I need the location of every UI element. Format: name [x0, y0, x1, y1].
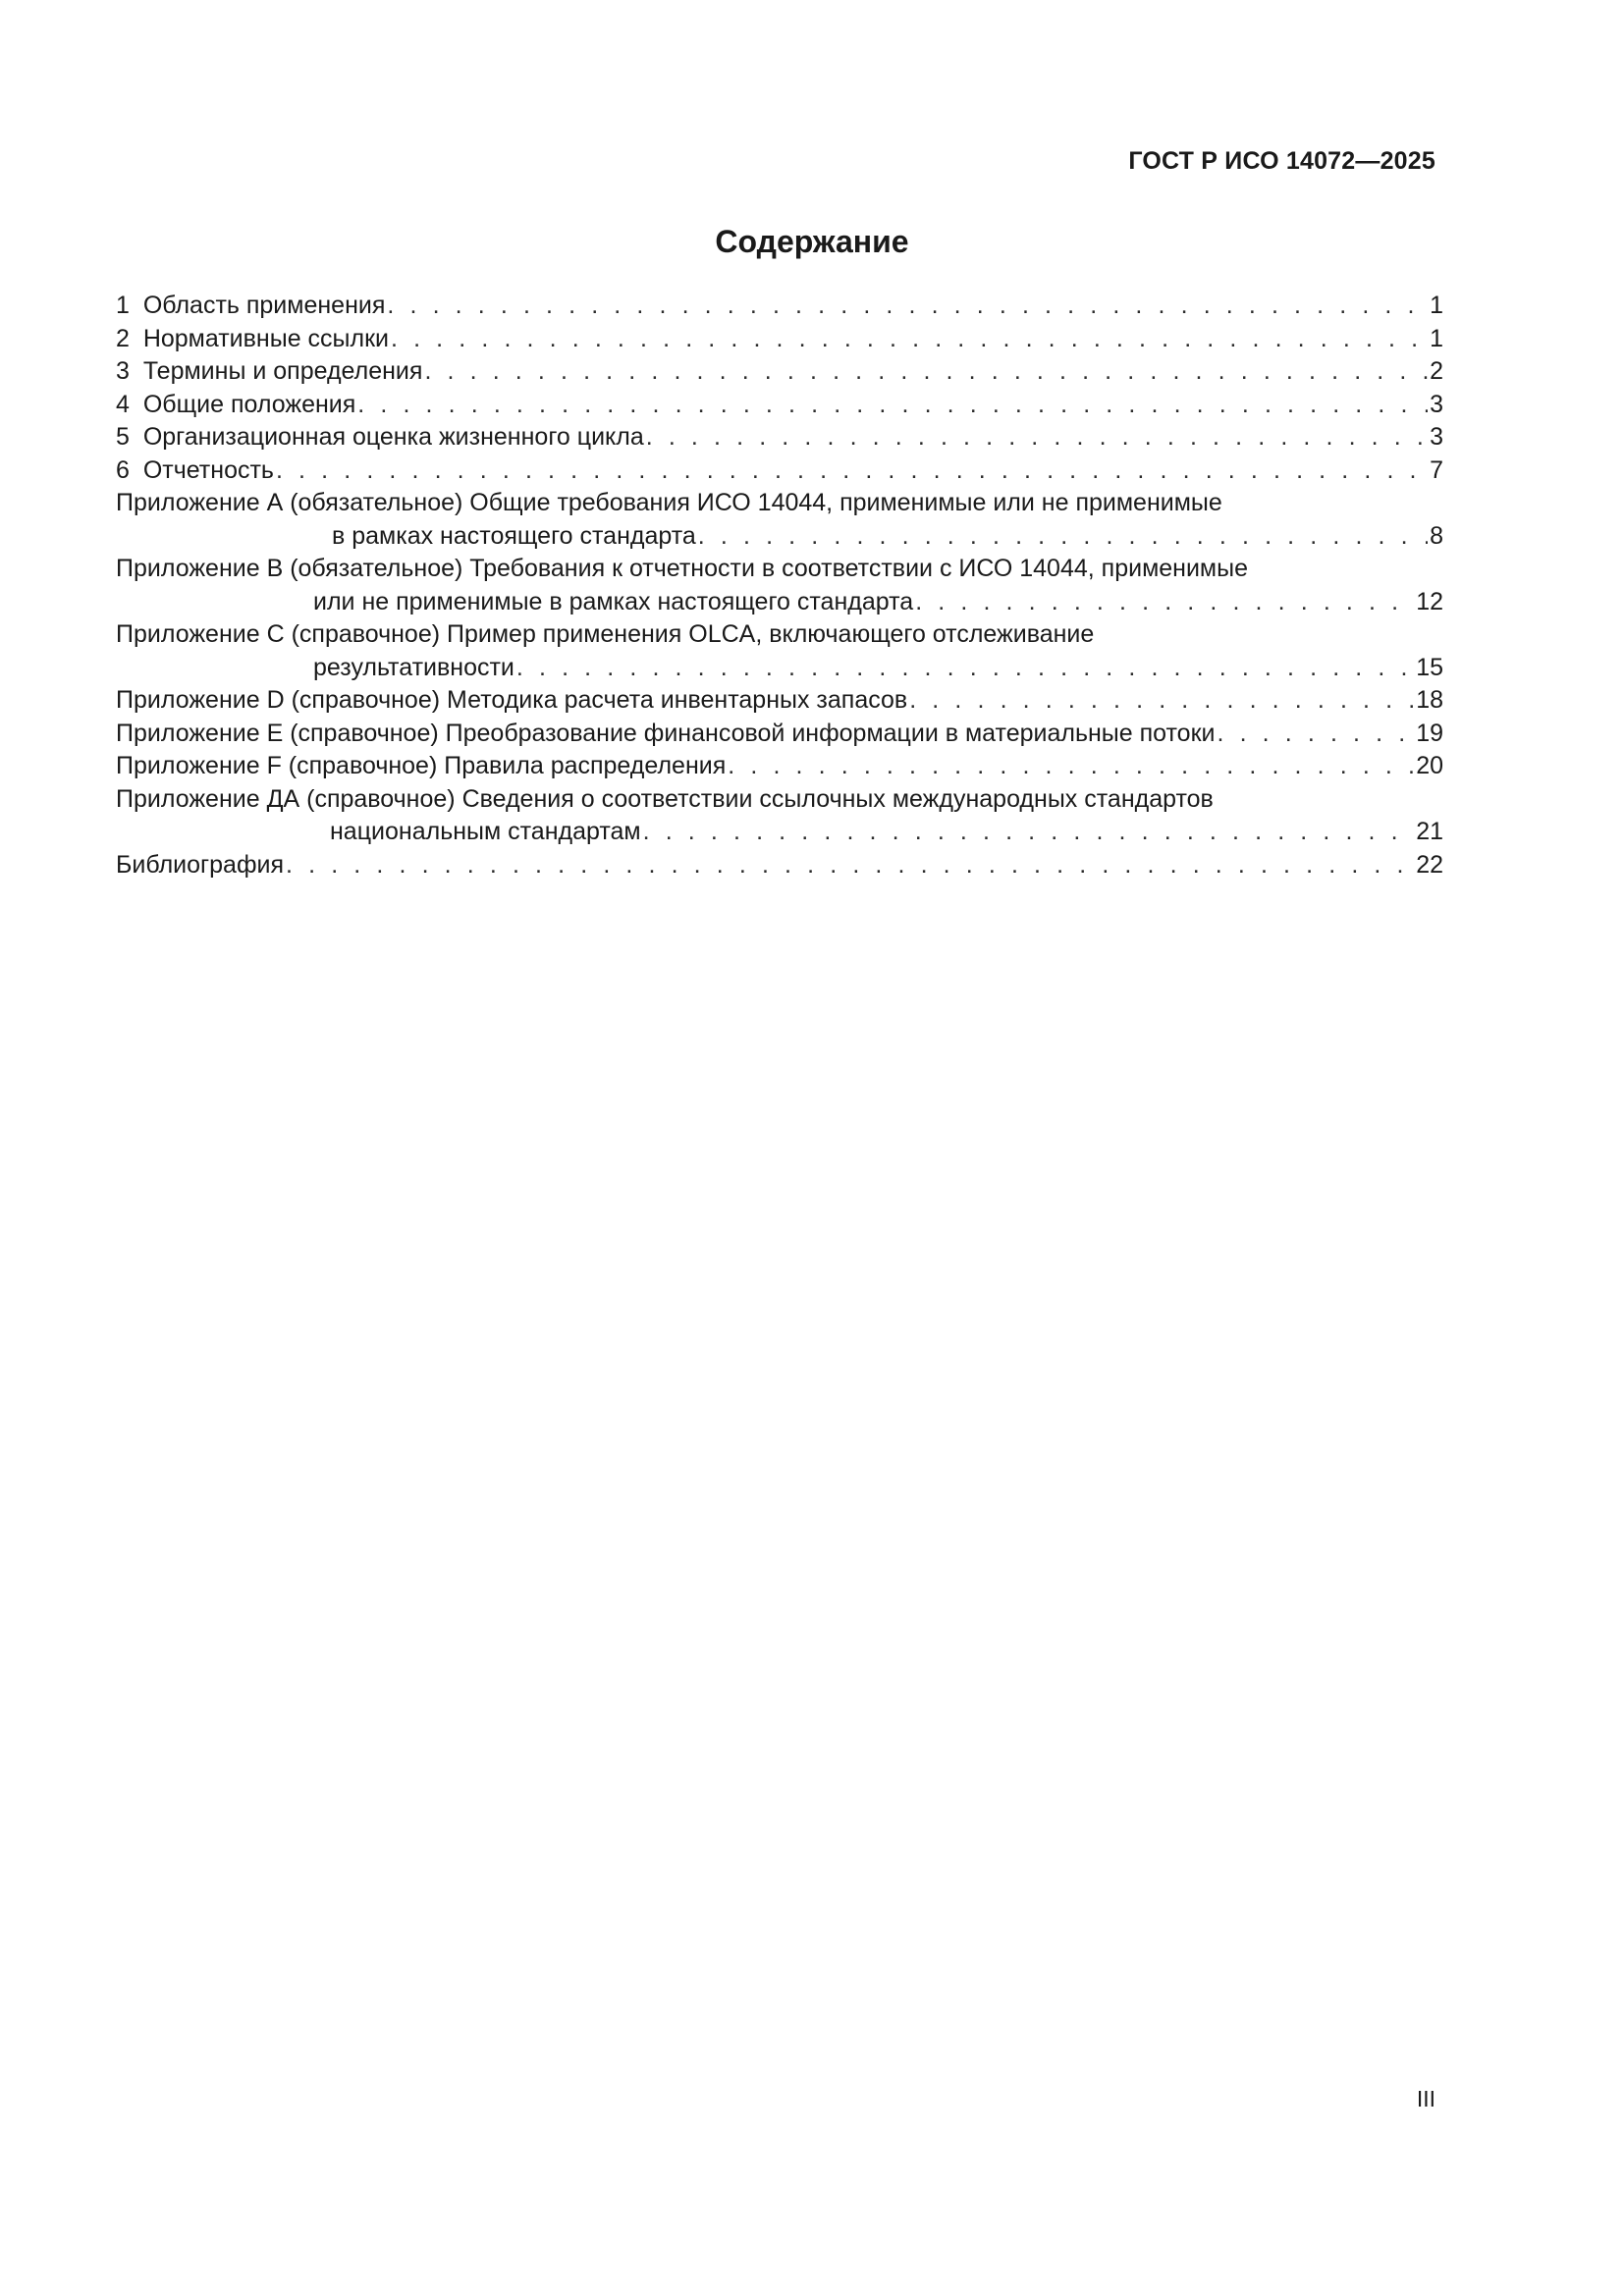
dot-leader [643, 816, 1415, 849]
toc-entry-page: 20 [1416, 752, 1443, 779]
dot-leader [357, 389, 1428, 422]
toc-entry-annex-c[interactable] [116, 618, 1443, 684]
dot-leader [1217, 718, 1414, 751]
toc-entry-page: 1 [1430, 324, 1443, 352]
toc-entry-page: 3 [1430, 423, 1443, 451]
toc-entry-page: 19 [1416, 719, 1443, 747]
toc-entry-text: Библиография [116, 850, 285, 879]
toc-entry-6[interactable] [116, 454, 1443, 488]
dot-leader [516, 652, 1414, 685]
toc-entry-text: Приложение ДА (справочное) Сведения о соответствии ссылочных международных стандартов [116, 784, 1214, 813]
toc-entry-5[interactable] [116, 421, 1443, 454]
toc-entry-4[interactable] [116, 389, 1443, 422]
toc-entry-page: 22 [1416, 850, 1443, 879]
toc-entry-text: Область применения [142, 292, 386, 319]
toc-entry-annex-d[interactable] [116, 684, 1443, 718]
toc-entry-text: Приложение А (обязательное) Общие требования ИСО 14044, применимые или не применимые [116, 489, 1222, 516]
document-number: ГОСТ Р ИСО 14072—2025 [1128, 147, 1435, 175]
toc-entry-page: 7 [1430, 455, 1443, 484]
toc-entry-number: 2 [116, 324, 130, 352]
toc-entry-text: Приложение D (справочное) Методика расчета инвентарных запасов [116, 686, 908, 714]
toc-entry-3[interactable] [116, 355, 1443, 389]
dot-leader [387, 290, 1428, 323]
toc-entry-page: 18 [1416, 686, 1443, 714]
toc-entry-text-cont: результативности [313, 653, 514, 681]
toc-entry-annex-b[interactable] [116, 553, 1443, 618]
toc-entry-number: 5 [116, 423, 130, 451]
dot-leader [286, 849, 1414, 882]
toc-entry-number: 6 [116, 455, 130, 484]
toc-entry-bibliography[interactable] [116, 849, 1443, 882]
toc-entry-page: 3 [1430, 390, 1443, 418]
page-number: III [1416, 2086, 1435, 2111]
dot-leader [728, 750, 1414, 783]
toc-entry-annex-da[interactable] [116, 783, 1443, 849]
dot-leader [424, 355, 1428, 389]
toc-entry-number: 4 [116, 390, 130, 418]
toc-entry-text: Приложение Е (справочное) Преобразование финансовой информации в материальные потоки [116, 719, 1216, 747]
toc-entry-text: Отчетность [142, 455, 274, 484]
toc-entry-text: Термины и определения [142, 357, 423, 385]
toc-entry-text: Организационная оценка жизненного цикла [142, 423, 644, 451]
toc-entry-number: 3 [116, 357, 130, 385]
toc-entry-page: 15 [1416, 653, 1443, 681]
dot-leader [698, 520, 1428, 554]
toc-entry-1[interactable] [116, 290, 1443, 323]
toc-entry-page: 2 [1430, 357, 1443, 385]
toc-entry-text: Приложение В (обязательное) Требования к отчетности в соответствии с ИСО 14044, применимые [116, 555, 1248, 582]
toc-entry-text-cont: или не применимые в рамках настоящего стандарта [313, 587, 914, 615]
dot-leader [276, 454, 1428, 488]
toc-entry-text: Общие положения [142, 390, 356, 418]
toc-entry-page: 1 [1430, 292, 1443, 319]
toc-entry-page: 21 [1416, 818, 1443, 845]
toc-entry-text-cont: в рамках настоящего стандарта [332, 521, 696, 550]
toc-entry-annex-f[interactable] [116, 750, 1443, 783]
dot-leader [915, 586, 1414, 619]
table-of-contents [116, 290, 1443, 881]
dot-leader [391, 323, 1428, 356]
toc-entry-2[interactable] [116, 323, 1443, 356]
dot-leader [909, 684, 1414, 718]
toc-entry-text-cont: национальным стандартам [330, 818, 641, 845]
toc-entry-page: 12 [1416, 587, 1443, 615]
toc-entry-number: 1 [116, 292, 130, 319]
toc-entry-page: 8 [1430, 521, 1443, 550]
toc-entry-text: Приложение С (справочное) Пример применения OLCA, включающего отслеживание [116, 620, 1095, 648]
toc-entry-text: Нормативные ссылки [142, 324, 389, 352]
dot-leader [646, 421, 1428, 454]
toc-entry-annex-e[interactable] [116, 718, 1443, 751]
toc-entry-annex-a[interactable] [116, 487, 1443, 553]
toc-entry-text: Приложение F (справочное) Правила распределения [116, 752, 727, 779]
toc-title: Содержание [715, 224, 909, 259]
